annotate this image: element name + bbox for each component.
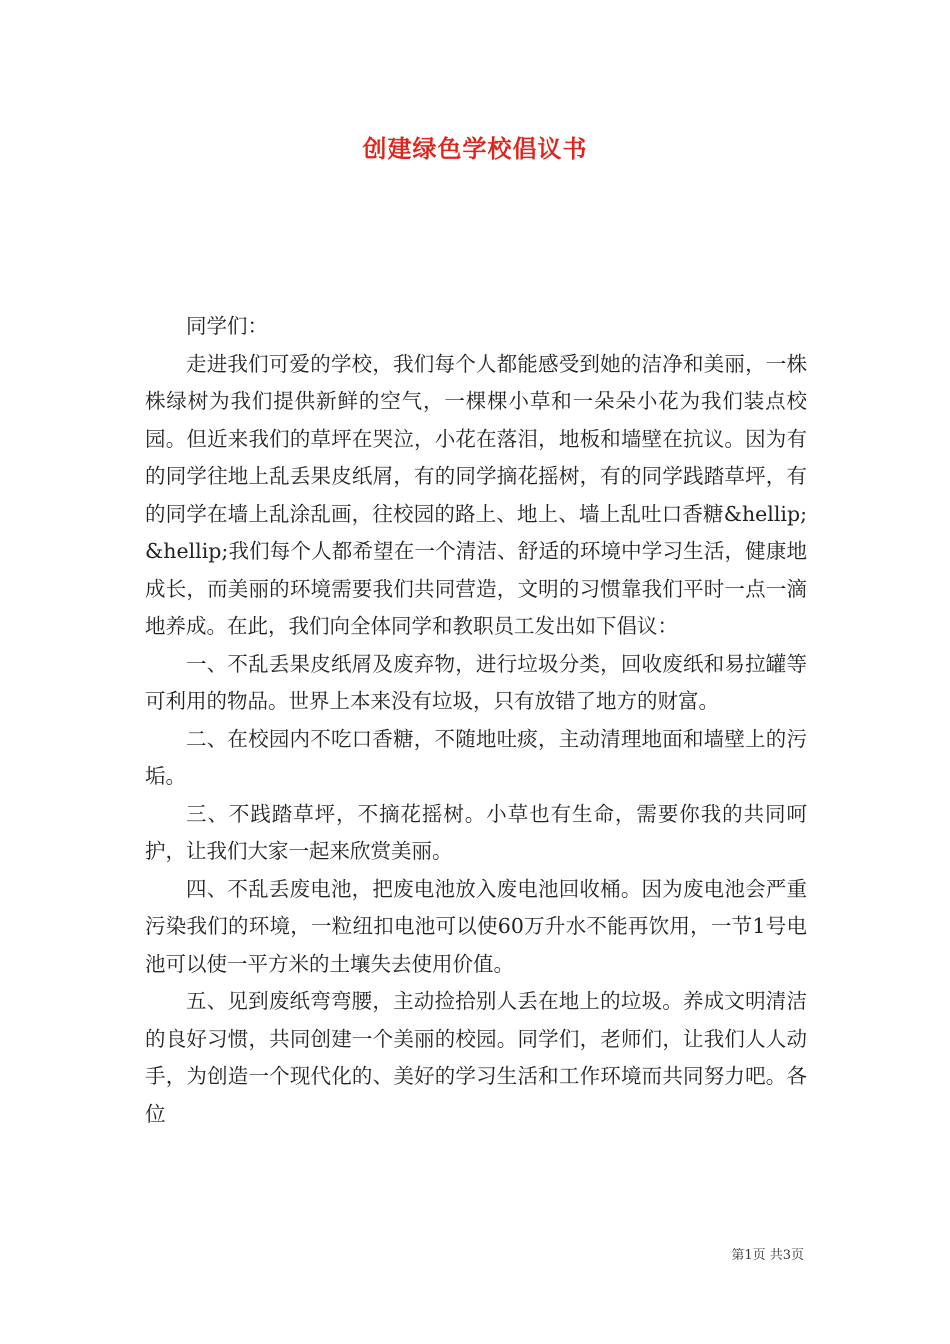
paragraph-item-3: 三、不践踏草坪，不摘花摇树。小草也有生命，需要你我的共同呵护，让我们大家一起来欣赏美丽。 [145, 801, 807, 863]
paragraph-item-5: 五、见到废纸弯弯腰，主动捡拾别人丢在地上的垃圾。养成文明清洁的良好习惯，共同创建一个美丽的校园。同学们，老师们，让我们人人动手，为创造一个现代化的、美好的学习生活和工作环境而共同努力吧。各位 [145, 989, 807, 1126]
page-indicator: 第1页 共3页 [731, 1248, 804, 1263]
document-title: 创建绿色学校倡议书 [362, 134, 588, 163]
salutation: 同学们： [186, 314, 268, 338]
paragraph-intro: 走进我们可爱的学校，我们每个人都能感受到她的洁净和美丽，一株株绿树为我们提供新鲜的空气，一棵棵小草和一朵朵小花为我们装点校园。但近来我们的草坪在哭泣，小花在落泪，地板和墙壁在抗议。因为有的同学往地上乱丢果皮纸屑，有的同学摘花摇树，有的同学践踏草坪，有的同学在墙上乱涂乱画，往校园的路上、地上、墙上乱吐口香糖&hellip;&hellip;我们每个人都希望在一个清洁、舒适的环境中学习生活，健康地成长，而美丽的环境需要我们共同营造，文明的习惯靠我们平时一点一滴地养成。在此，我们向全体同学和教职员工发出如下倡议： [145, 351, 807, 638]
paragraph-item-1: 一、不乱丢果皮纸屑及废弃物，进行垃圾分类，回收废纸和易拉罐等可利用的物品。世界上本来没有垃圾，只有放错了地方的财富。 [145, 651, 807, 713]
paragraph-item-4: 四、不乱丢废电池，把废电池放入废电池回收桶。因为废电池会严重污染我们的环境，一粒纽扣电池可以使60万升水不能再饮用，一节1号电池可以使一平方米的土壤失去使用价值。 [145, 876, 807, 976]
document-body [145, 308, 807, 1133]
paragraph-item-2: 二、在校园内不吃口香糖，不随地吐痰，主动清理地面和墙壁上的污垢。 [145, 726, 807, 788]
